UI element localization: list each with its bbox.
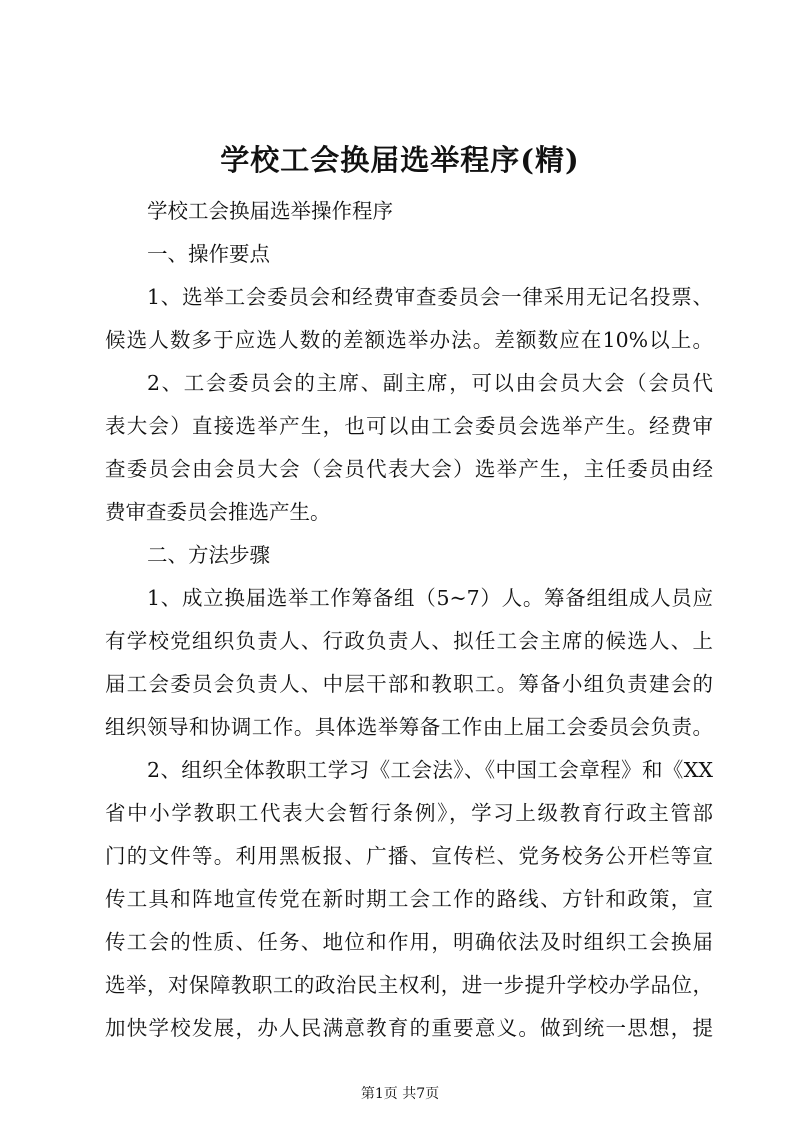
text-line: 选举，对保障教职工的政治民主权利，进一步提升学校办学品位，: [105, 973, 713, 997]
text-line: 届工会委员会负责人、中层干部和教职工。筹备小组负责建会的: [105, 672, 713, 696]
text-line: 一、操作要点: [147, 242, 270, 266]
text-line: 2、组织全体教职工学习《工会法》、《中国工会章程》和《XX: [147, 758, 713, 782]
document-title: 学校工会换届选举程序(精): [220, 143, 580, 177]
text-line: 省中小学教职工代表大会暂行条例》，学习上级教育行政主管部: [105, 801, 713, 825]
page-footer: 第1页 共7页: [360, 1086, 440, 1102]
document-body: [105, 190, 713, 1050]
text-line: 二、方法步骤: [147, 543, 270, 567]
text-line: 1、成立换届选举工作筹备组（5~7）人。筹备组组成人员应: [147, 586, 713, 610]
text-line: 门的文件等。利用黑板报、广播、宣传栏、党务校务公开栏等宣: [105, 844, 713, 868]
text-line: 传工具和阵地宣传党在新时期工会工作的路线、方针和政策，宣: [105, 887, 713, 911]
text-line: 2、工会委员会的主席、副主席，可以由会员大会（会员代: [147, 371, 713, 395]
text-line: 候选人数多于应选人数的差额选举办法。差额数应在10%以上。: [105, 328, 713, 352]
text-line: 有学校党组织负责人、行政负责人、拟任工会主席的候选人、上: [105, 629, 713, 653]
text-line: 查委员会由会员大会（会员代表大会）选举产生，主任委员由经: [105, 457, 713, 481]
text-line: 传工会的性质、任务、地位和作用，明确依法及时组织工会换届: [105, 930, 713, 954]
text-line: 1、选举工会委员会和经费审查委员会一律采用无记名投票、: [147, 285, 713, 309]
text-line: 学校工会换届选举操作程序: [147, 199, 393, 223]
text-line: 费审查委员会推选产生。: [105, 500, 331, 524]
text-line: 组织领导和协调工作。具体选举筹备工作由上届工会委员会负责。: [105, 715, 713, 739]
text-line: 加快学校发展，办人民满意教育的重要意义。做到统一思想，提: [105, 1016, 713, 1040]
text-line: 表大会）直接选举产生，也可以由工会委员会选举产生。经费审: [105, 414, 713, 438]
